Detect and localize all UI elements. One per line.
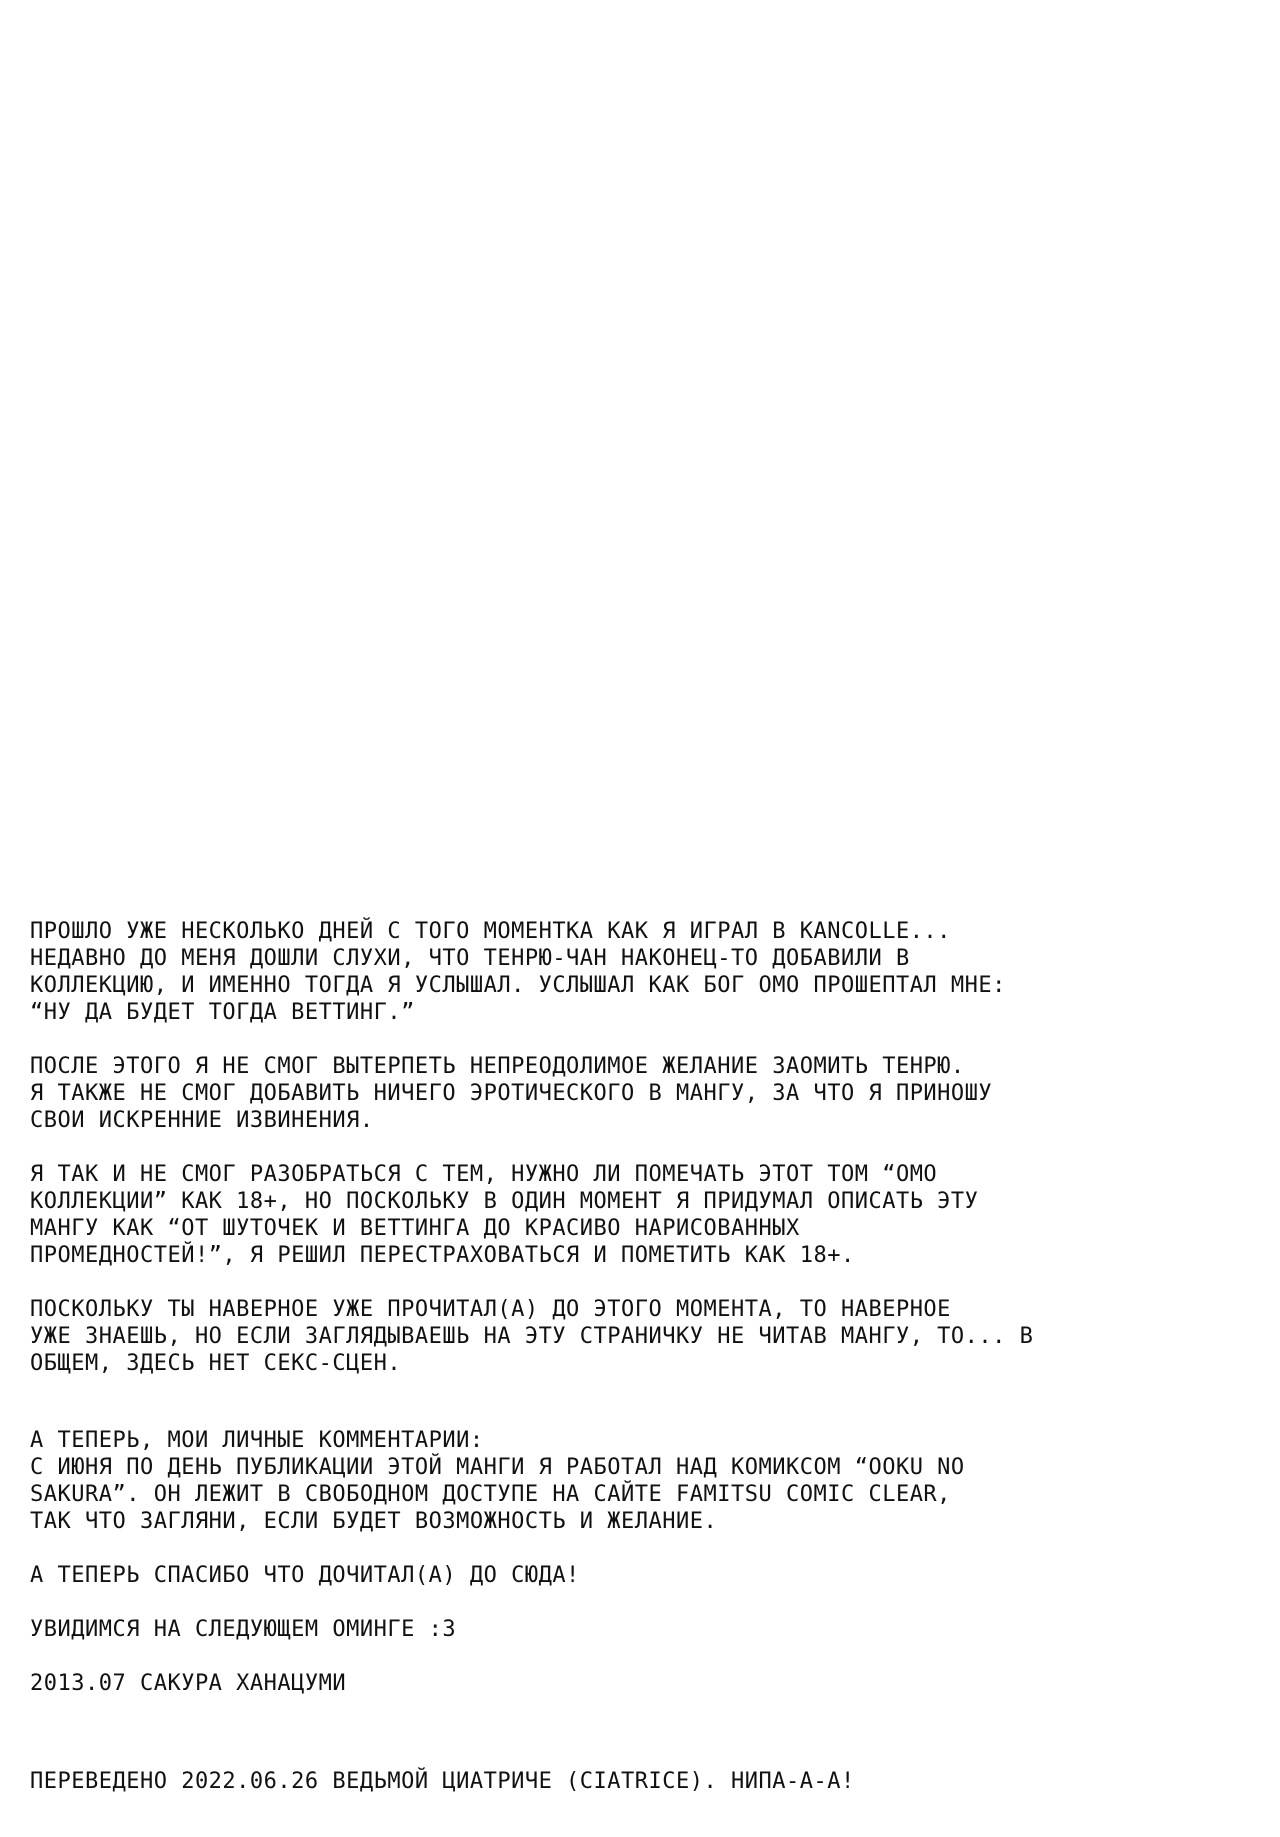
translator-credit: ПЕРЕВЕДЕНО 2022.06.26 ВЕДЬМОЙ ЦИАТРИЧЕ (CIATRICE). НИПА-А-А!: [30, 1769, 855, 1794]
afterword-paragraph-3: Я ТАК И НЕ СМОГ РАЗОБРАТЬСЯ С ТЕМ, НУЖНО ЛИ ПОМЕЧАТЬ ЭТОТ ТОМ “ОМО КОЛЛЕКЦИИ” КАК 18+, НО ПОСКОЛЬКУ В ОДИН МОМЕНТ Я ПРИДУМАЛ ОПИСАТЬ ЭТУ МАНГУ КАК “ОТ ШУТОЧЕК И ВЕТТИНГА ДО КРАСИВО НАРИСОВАННЫХ ПРОМЕДНОСТЕЙ!”, Я РЕШИЛ ПЕРЕСТРАХОВАТЬСЯ И ПОМЕТИТЬ КАК 18+.: [30, 1162, 979, 1268]
afterword-signature: 2013.07 САКУРА ХАНАЦУМИ: [30, 1671, 347, 1696]
afterword-paragraph-5: А ТЕПЕРЬ, МОИ ЛИЧНЫЕ КОММЕНТАРИИ: С ИЮНЯ ПО ДЕНЬ ПУБЛИКАЦИИ ЭТОЙ МАНГИ Я РАБОТАЛ НАД КОМИКСОМ “OOKU NO SAKURA”. ОН ЛЕЖИТ В СВОБОДНОМ ДОСТУПЕ НА САЙТЕ FAMITSU COMIC CLEAR, ТАК ЧТО ЗАГЛЯНИ, ЕСЛИ БУДЕТ ВОЗМОЖНОСТЬ И ЖЕЛАНИЕ.: [30, 1428, 965, 1534]
afterword-paragraph-1: ПРОШЛО УЖЕ НЕСКОЛЬКО ДНЕЙ С ТОГО МОМЕНТКА КАК Я ИГРАЛ В KANCOLLE... НЕДАВНО ДО МЕНЯ ДОШЛИ СЛУХИ, ЧТО ТЕНРЮ-ЧАН НАКОНЕЦ-ТО ДОБАВИЛИ В КОЛЛЕКЦИЮ, И ИМЕННО ТОГДА Я УСЛЫШАЛ. УСЛЫШАЛ КАК БОГ ОМО ПРОШЕПТАЛ МНЕ: “НУ ДА БУДЕТ ТОГДА ВЕТТИНГ.”: [30, 919, 1006, 1025]
afterword-text: [30, 918, 1230, 1724]
afterword-paragraph-4: ПОСКОЛЬКУ ТЫ НАВЕРНОЕ УЖЕ ПРОЧИТАЛ(А) ДО ЭТОГО МОМЕНТА, ТО НАВЕРНОЕ УЖЕ ЗНАЕШЬ, НО ЕСЛИ ЗАГЛЯДЫВАЕШЬ НА ЭТУ СТРАНИЧКУ НЕ ЧИТАВ МАНГУ, ТО... В ОБЩЕМ, ЗДЕСЬ НЕТ СЕКС-СЦЕН.: [30, 1297, 1034, 1376]
afterword-paragraph-2: ПОСЛЕ ЭТОГО Я НЕ СМОГ ВЫТЕРПЕТЬ НЕПРЕОДОЛИМОЕ ЖЕЛАНИЕ ЗАОМИТЬ ТЕНРЮ. Я ТАКЖЕ НЕ СМОГ ДОБАВИТЬ НИЧЕГО ЭРОТИЧЕСКОГО В МАНГУ, ЗА ЧТО Я ПРИНОШУ СВОИ ИСКРЕННИЕ ИЗВИНЕНИЯ.: [30, 1054, 993, 1133]
afterword-paragraph-6: А ТЕПЕРЬ СПАСИБО ЧТО ДОЧИТАЛ(А) ДО СЮДА!: [30, 1563, 580, 1588]
afterword-paragraph-7: УВИДИМСЯ НА СЛЕДУЮЩЕМ ОМИНГЕ :3: [30, 1617, 457, 1642]
